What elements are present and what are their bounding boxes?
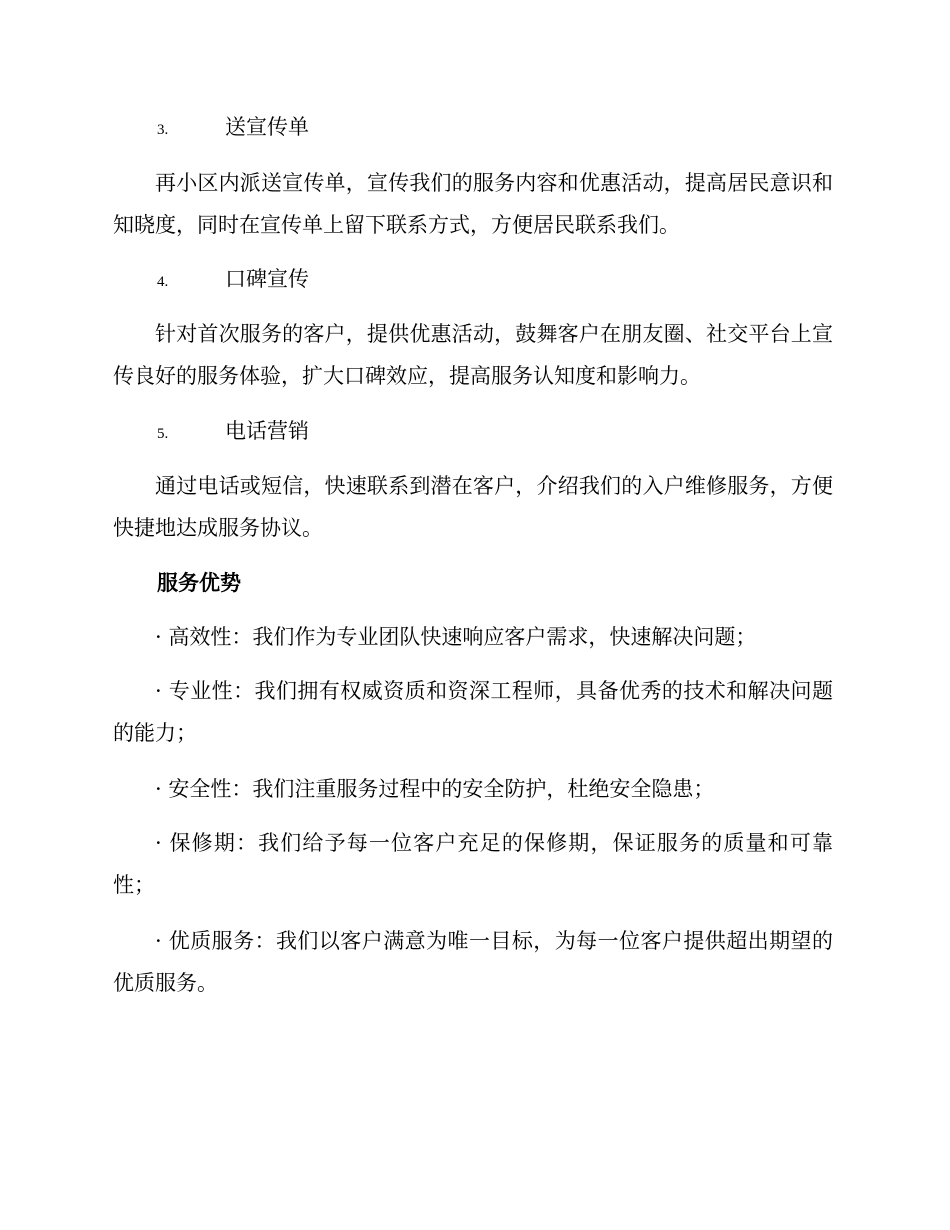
list-heading-text: 送宣传单 [225,115,309,139]
paragraph-telemarketing: 通过电话或短信，快速联系到潜在客户，介绍我们的入户维修服务，方便快捷地达成服务协议。 [113,474,833,540]
list-number: 3. [157,122,169,138]
paragraph-flyers: 再小区内派送宣传单，宣传我们的服务内容和优惠活动，提高居民意识和知晓度，同时在宣传单上留下联系方式，方便居民联系我们。 [113,171,833,237]
bullet-item: · 专业性：我们拥有权威资质和资深工程师，具备优秀的技术和解决问题的能力； [113,679,833,745]
list-heading-text: 电话营销 [225,419,309,443]
list-number: 5. [157,426,169,442]
section-title: 服务优势 [157,571,241,595]
paragraph-word-of-mouth: 针对首次服务的客户，提供优惠活动，鼓舞客户在朋友圈、社交平台上宣传良好的服务体验，扩大口碑效应，提高服务认知度和影响力。 [113,322,833,388]
bullet-item: · 安全性：我们注重服务过程中的安全防护，杜绝安全隐患； [155,777,715,801]
list-heading-text: 口碑宣传 [225,267,309,291]
list-heading-4 [157,264,309,297]
list-number: 4. [157,274,169,290]
list-heading-5 [157,416,309,449]
list-heading-3 [157,112,309,145]
bullet-item: · 优质服务：我们以客户满意为唯一目标，为每一位客户提供超出期望的优质服务。 [113,929,833,995]
bullet-item: · 高效性：我们作为专业团队快速响应客户需求，快速解决问题； [155,625,757,649]
bullet-item: · 保修期：我们给予每一位客户充足的保修期，保证服务的质量和可靠性； [113,831,833,897]
